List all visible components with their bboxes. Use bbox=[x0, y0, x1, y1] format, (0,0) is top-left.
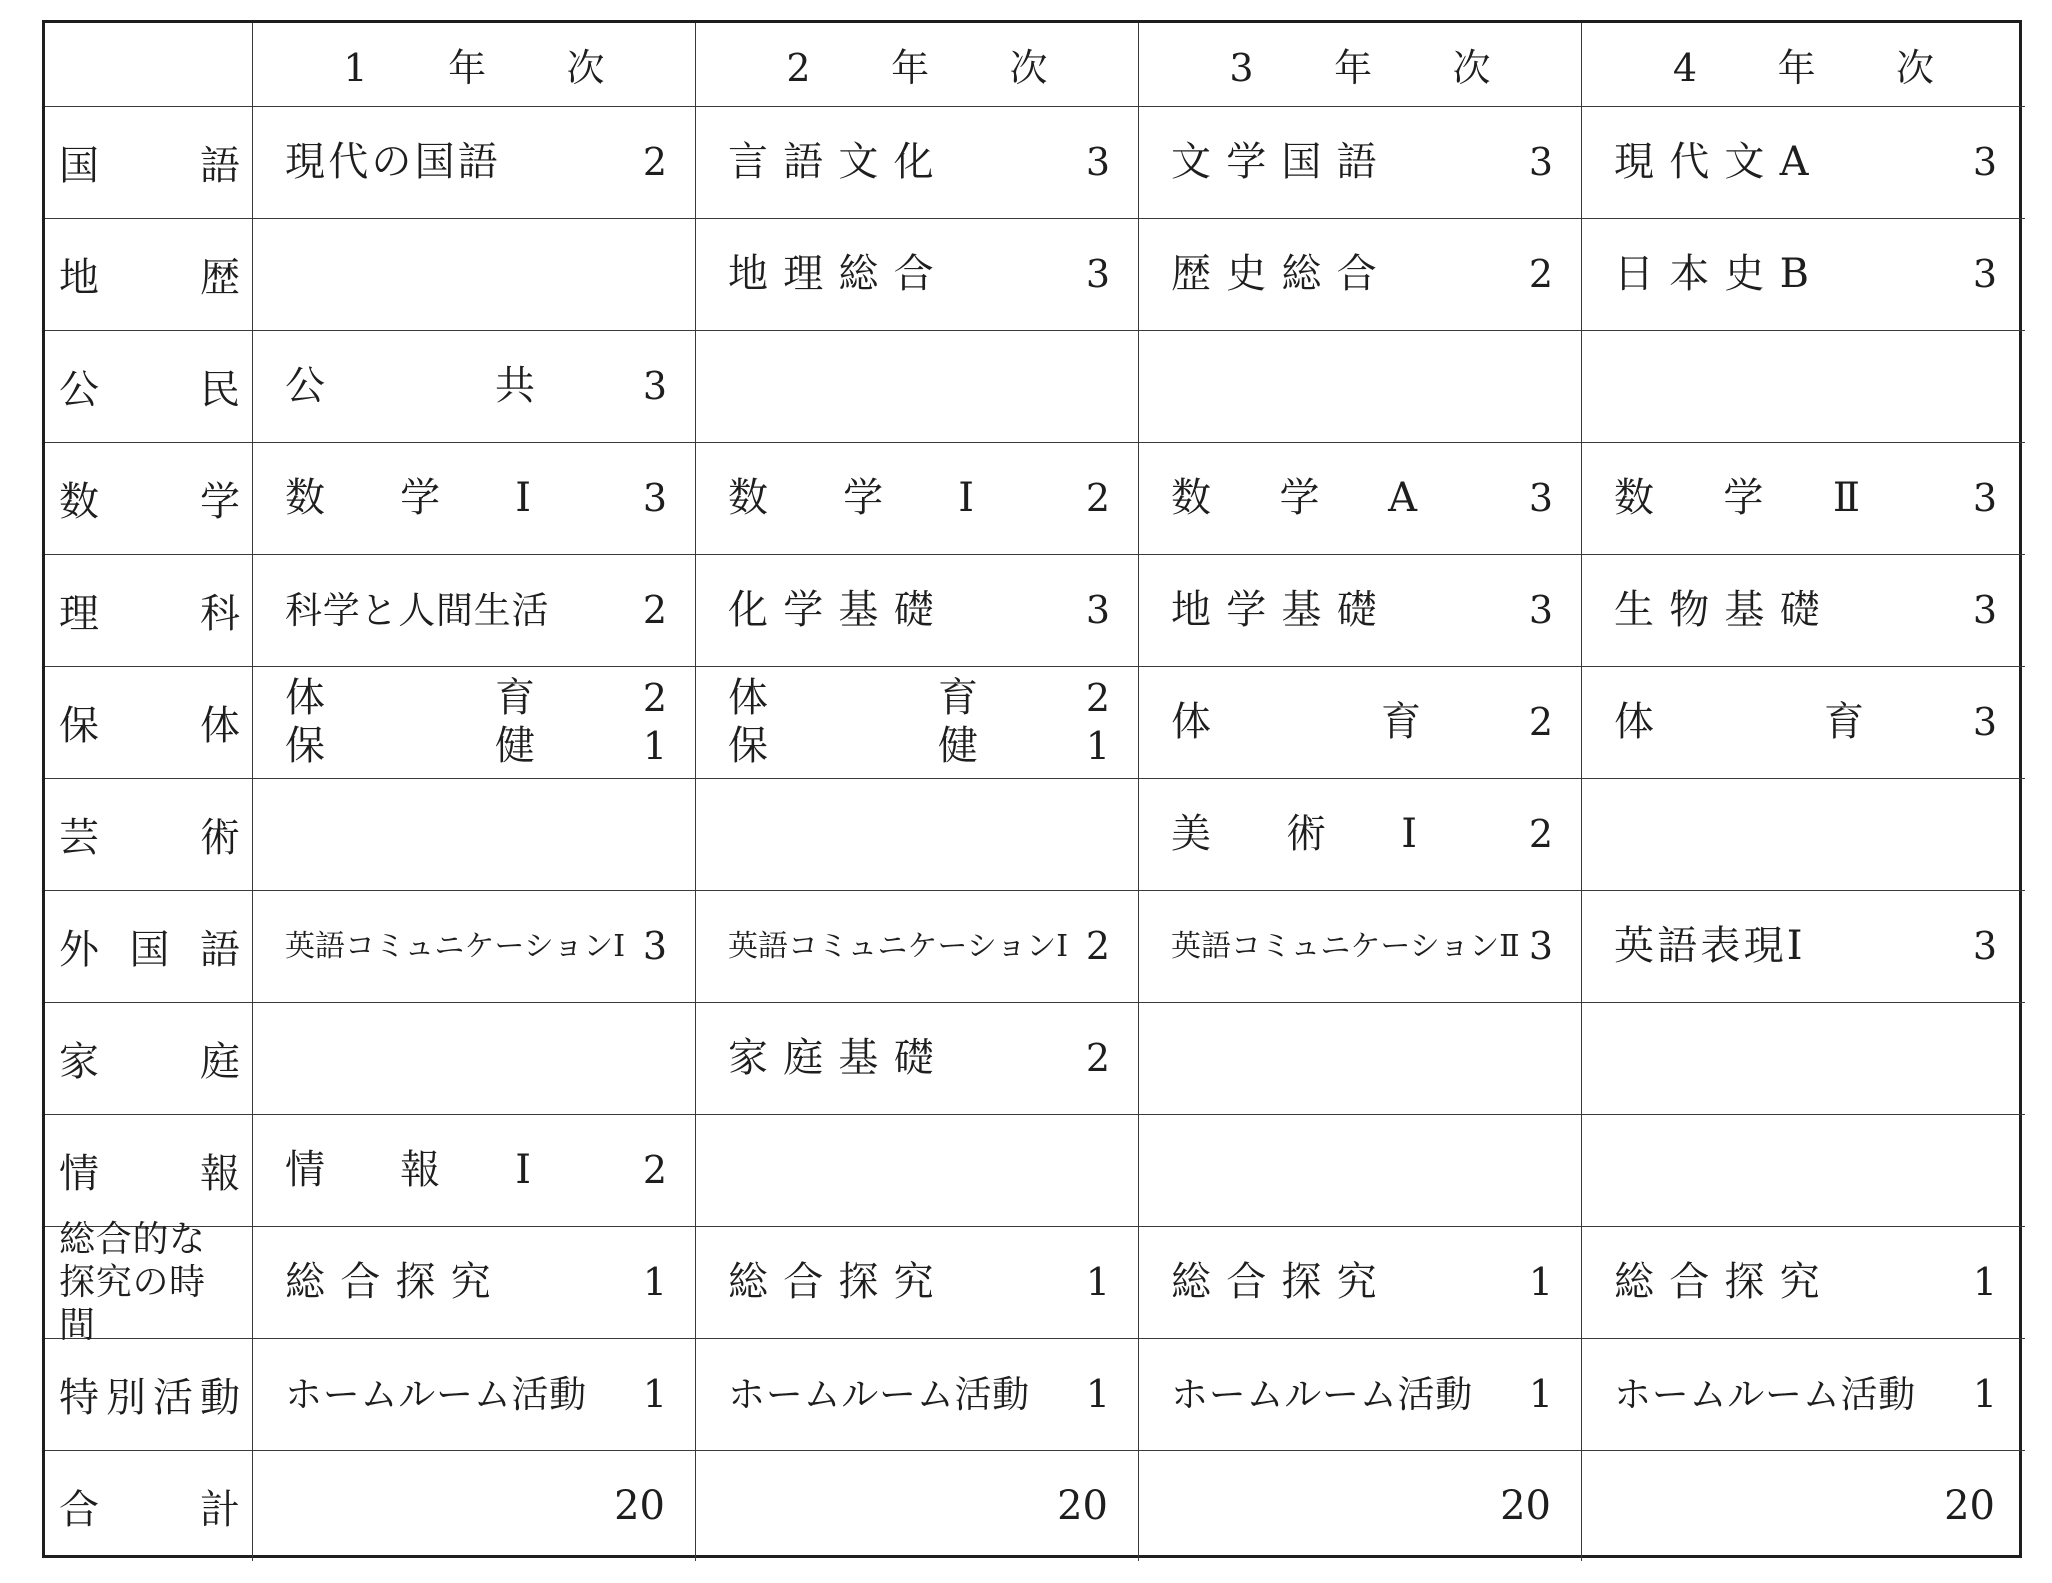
subject-cell bbox=[253, 1227, 696, 1339]
category-label-line: 総合的な bbox=[59, 1218, 206, 1260]
subject-name: 数 学 A bbox=[1171, 474, 1417, 521]
subject-cell bbox=[1582, 219, 2025, 331]
subject-name: 文学国語 bbox=[1171, 138, 1392, 185]
category-label: 地 歴 bbox=[45, 219, 253, 331]
year-header: 4 年 次 bbox=[1582, 23, 2025, 107]
subject-cell bbox=[1582, 1003, 2025, 1115]
credit-value: 2 bbox=[1085, 1036, 1110, 1081]
subject-name: 体 育 bbox=[1614, 698, 1864, 745]
subject-entry bbox=[728, 587, 1110, 634]
subject-name: 地学基礎 bbox=[1171, 586, 1392, 633]
subject-entry bbox=[285, 723, 667, 770]
credit-value: 2 bbox=[1528, 700, 1553, 745]
subject-name: ホームルーム活動 bbox=[728, 1372, 1030, 1416]
category-label: 理 科 bbox=[45, 555, 253, 667]
corner-cell bbox=[45, 23, 253, 107]
credit-value: 2 bbox=[1528, 812, 1553, 857]
total-credits: 20 bbox=[253, 1451, 696, 1561]
category-label: 情 報 bbox=[45, 1115, 253, 1227]
subject-name: 美 術 Ⅰ bbox=[1171, 810, 1417, 857]
credit-value: 2 bbox=[1085, 676, 1110, 721]
subject-cell bbox=[1582, 779, 2025, 891]
subject-name: 生物基礎 bbox=[1614, 586, 1835, 633]
subject-name: 体 育 bbox=[1171, 698, 1421, 745]
category-label: 国 語 bbox=[45, 107, 253, 219]
credit-value: 2 bbox=[1085, 924, 1110, 969]
subject-cell bbox=[696, 1227, 1139, 1339]
subject-entry bbox=[1171, 587, 1553, 634]
subject-entry bbox=[1171, 251, 1553, 298]
subject-cell bbox=[696, 667, 1139, 779]
subject-entry bbox=[1614, 475, 1997, 522]
subject-cell bbox=[696, 443, 1139, 555]
total-credits: 20 bbox=[1944, 1483, 1995, 1529]
subject-name: 公 共 bbox=[285, 362, 535, 409]
subject-cell bbox=[1582, 107, 2025, 219]
subject-name: 家庭基礎 bbox=[728, 1034, 949, 1081]
subject-name: 地理総合 bbox=[728, 250, 949, 297]
category-label: 外 国 語 bbox=[45, 891, 253, 1003]
subject-cell bbox=[1582, 443, 2025, 555]
credit-value: 3 bbox=[642, 476, 667, 521]
subject-entry bbox=[285, 1147, 667, 1194]
subject-entry bbox=[1171, 139, 1553, 186]
subject-cell bbox=[253, 1339, 696, 1451]
subject-name: 英語コミュニケーションⅠ bbox=[285, 928, 626, 964]
credit-value: 3 bbox=[1972, 588, 1997, 633]
subject-name: 日本史B bbox=[1614, 250, 1825, 297]
subject-entry bbox=[728, 675, 1110, 722]
subject-cell bbox=[696, 219, 1139, 331]
subject-entry bbox=[1614, 923, 1997, 970]
subject-entry bbox=[1614, 139, 1997, 186]
category-label bbox=[45, 1218, 253, 1347]
subject-name: 数 学 Ⅰ bbox=[728, 474, 974, 521]
credit-value: 1 bbox=[1972, 1372, 1997, 1417]
subject-cell bbox=[1139, 891, 1582, 1003]
subject-entry bbox=[1614, 699, 1997, 746]
category-label: 数 学 bbox=[45, 443, 253, 555]
category-label-line: 探究の時間 bbox=[59, 1261, 206, 1347]
credit-value: 2 bbox=[642, 588, 667, 633]
subject-entry bbox=[728, 1372, 1110, 1417]
subject-entry bbox=[1171, 699, 1553, 746]
subject-name: 歴史総合 bbox=[1171, 250, 1392, 297]
subject-name: 英語コミュニケーションⅡ bbox=[1171, 928, 1520, 964]
subject-entry bbox=[728, 251, 1110, 298]
credit-value: 1 bbox=[642, 1372, 667, 1417]
subject-name: ホームルーム活動 bbox=[1171, 1372, 1473, 1416]
subject-cell bbox=[253, 1003, 696, 1115]
credit-value: 1 bbox=[642, 1260, 667, 1305]
credit-value: 3 bbox=[1528, 588, 1553, 633]
subject-entry bbox=[728, 475, 1110, 522]
subject-name: 英語コミュニケーションⅠ bbox=[728, 928, 1069, 964]
subject-entry bbox=[728, 723, 1110, 770]
curriculum-table bbox=[42, 20, 2022, 1558]
subject-cell bbox=[1582, 1115, 2025, 1227]
credit-value: 3 bbox=[642, 364, 667, 409]
subject-cell bbox=[253, 107, 696, 219]
subject-cell bbox=[696, 107, 1139, 219]
subject-entry bbox=[728, 1259, 1110, 1306]
subject-cell bbox=[1139, 219, 1582, 331]
subject-entry bbox=[728, 1035, 1110, 1082]
subject-name: 保 健 bbox=[285, 722, 535, 769]
subject-name: ホームルーム活動 bbox=[1614, 1372, 1916, 1416]
credit-value: 1 bbox=[1085, 1372, 1110, 1417]
subject-entry bbox=[728, 139, 1110, 186]
subject-entry bbox=[285, 675, 667, 722]
subject-cell bbox=[253, 1115, 696, 1227]
subject-entry bbox=[1614, 251, 1997, 298]
subject-entry bbox=[285, 1372, 667, 1417]
subject-name: 総合探究 bbox=[1614, 1258, 1835, 1305]
subject-name: 総合探究 bbox=[285, 1258, 506, 1305]
subject-entry bbox=[285, 139, 667, 186]
subject-cell bbox=[1139, 1115, 1582, 1227]
credit-value: 3 bbox=[1972, 476, 1997, 521]
total-label: 合 計 bbox=[45, 1451, 253, 1561]
credit-value: 3 bbox=[1528, 924, 1553, 969]
credit-value: 1 bbox=[1085, 723, 1110, 768]
credit-value: 3 bbox=[1972, 140, 1997, 185]
subject-name: 科学と人間生活 bbox=[285, 588, 550, 632]
subject-cell bbox=[1582, 331, 2025, 443]
subject-cell bbox=[1582, 1227, 2025, 1339]
subject-cell bbox=[1582, 555, 2025, 667]
subject-cell bbox=[696, 779, 1139, 891]
credit-value: 2 bbox=[642, 140, 667, 185]
category-label: 家 庭 bbox=[45, 1003, 253, 1115]
subject-name: ホームルーム活動 bbox=[285, 1372, 587, 1416]
year-header: 2 年 次 bbox=[696, 23, 1139, 107]
subject-cell bbox=[253, 331, 696, 443]
credit-value: 3 bbox=[642, 924, 667, 969]
credit-value: 2 bbox=[1085, 476, 1110, 521]
total-credits: 20 bbox=[1139, 1451, 1582, 1561]
year-header: 3 年 次 bbox=[1139, 23, 1582, 107]
credit-value: 3 bbox=[1528, 140, 1553, 185]
credit-value: 3 bbox=[1972, 700, 1997, 745]
subject-cell bbox=[1139, 1227, 1582, 1339]
year-header: 1 年 次 bbox=[253, 23, 696, 107]
credit-value: 1 bbox=[642, 723, 667, 768]
credit-value: 2 bbox=[1528, 252, 1553, 297]
subject-cell bbox=[1582, 667, 2025, 779]
subject-entry bbox=[1171, 1372, 1553, 1417]
subject-cell bbox=[253, 555, 696, 667]
subject-entry bbox=[1614, 1259, 1997, 1306]
subject-entry bbox=[1614, 587, 1997, 634]
subject-cell bbox=[253, 667, 696, 779]
subject-cell bbox=[1139, 107, 1582, 219]
category-label: 保 体 bbox=[45, 667, 253, 779]
subject-cell bbox=[253, 219, 696, 331]
subject-cell bbox=[1139, 331, 1582, 443]
subject-name: 体 育 bbox=[728, 675, 978, 722]
subject-name: 保 健 bbox=[728, 722, 978, 769]
subject-cell bbox=[1139, 667, 1582, 779]
subject-entry bbox=[1171, 924, 1553, 969]
subject-name: 言語文化 bbox=[728, 138, 949, 185]
subject-name: 現代の国語 bbox=[285, 138, 501, 185]
subject-name: 総合探究 bbox=[1171, 1258, 1392, 1305]
credit-value: 2 bbox=[642, 1148, 667, 1193]
subject-cell bbox=[1139, 1339, 1582, 1451]
subject-entry bbox=[1171, 475, 1553, 522]
subject-entry bbox=[1171, 1259, 1553, 1306]
subject-name: 総合探究 bbox=[728, 1258, 949, 1305]
category-label: 芸 術 bbox=[45, 779, 253, 891]
subject-name: 体 育 bbox=[285, 675, 535, 722]
category-label: 公 民 bbox=[45, 331, 253, 443]
subject-cell bbox=[696, 331, 1139, 443]
subject-entry bbox=[285, 475, 667, 522]
subject-entry bbox=[285, 363, 667, 410]
subject-entry bbox=[1614, 1372, 1997, 1417]
credit-value: 3 bbox=[1085, 140, 1110, 185]
credit-value: 2 bbox=[642, 676, 667, 721]
subject-cell bbox=[696, 1003, 1139, 1115]
credit-value: 1 bbox=[1972, 1260, 1997, 1305]
credit-value: 1 bbox=[1085, 1260, 1110, 1305]
category-label: 特 別 活 動 bbox=[45, 1339, 253, 1451]
subject-name: 化学基礎 bbox=[728, 586, 949, 633]
total-credits: 20 bbox=[696, 1451, 1139, 1561]
subject-cell bbox=[696, 1115, 1139, 1227]
credit-value: 1 bbox=[1528, 1372, 1553, 1417]
credit-value: 3 bbox=[1972, 252, 1997, 297]
subject-entry bbox=[728, 924, 1110, 969]
subject-cell bbox=[1139, 779, 1582, 891]
subject-cell bbox=[1582, 1339, 2025, 1451]
subject-entry bbox=[1171, 811, 1553, 858]
subject-cell bbox=[696, 891, 1139, 1003]
subject-name: 英語表現Ⅰ bbox=[1614, 922, 1806, 969]
subject-name: 数 学 Ⅰ bbox=[285, 474, 531, 521]
subject-cell bbox=[253, 891, 696, 1003]
subject-name: 情 報 Ⅰ bbox=[285, 1146, 531, 1193]
subject-cell bbox=[696, 1339, 1139, 1451]
subject-entry bbox=[285, 1259, 667, 1306]
subject-cell bbox=[1582, 891, 2025, 1003]
credit-value: 3 bbox=[1085, 252, 1110, 297]
credit-value: 3 bbox=[1528, 476, 1553, 521]
subject-cell bbox=[253, 779, 696, 891]
subject-cell bbox=[1139, 555, 1582, 667]
subject-cell bbox=[253, 443, 696, 555]
credit-value: 3 bbox=[1085, 588, 1110, 633]
credit-value: 3 bbox=[1972, 924, 1997, 969]
credit-value: 1 bbox=[1528, 1260, 1553, 1305]
subject-cell bbox=[1139, 1003, 1582, 1115]
subject-entry bbox=[285, 924, 667, 969]
subject-cell bbox=[696, 555, 1139, 667]
subject-entry bbox=[285, 588, 667, 633]
subject-name: 現代文A bbox=[1614, 138, 1824, 185]
subject-cell bbox=[1139, 443, 1582, 555]
subject-name: 数 学 Ⅱ bbox=[1614, 474, 1860, 521]
